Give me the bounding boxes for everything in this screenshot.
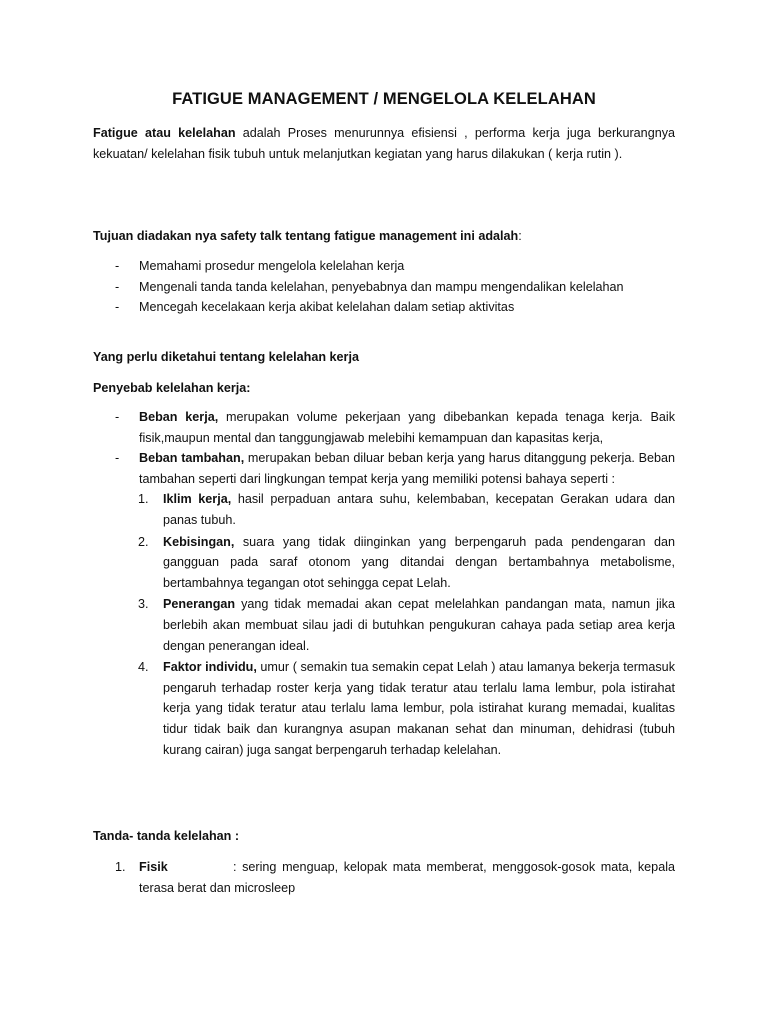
intro-term: Fatigue atau kelelahan (93, 126, 236, 140)
causes-list (93, 407, 675, 489)
causes-section (93, 407, 675, 761)
list-item: 1. Fisik : sering menguap, kelopak mata memberat, menggosok-gosok mata, kepala terasa berat dan microsleep (115, 860, 675, 895)
causes-sub-list (93, 489, 675, 760)
list-item: 1. Iklim kerja, hasil perpaduan antara suhu, kelembaban, kecepatan Gerakan udara dan panas tubuh. (138, 492, 676, 527)
signs-list (93, 857, 675, 899)
list-item: - Beban kerja, merupakan volume pekerjaan yang dibebankan kepada tenaga kerja. Baik fisik,maupun mental dan tanggungjawab melebihi kemampuan dan kapasitas kerja, (93, 407, 675, 448)
list-item: - Memahami prosedur mengelola kelelahan kerja (93, 256, 675, 277)
list-item: - Mengenali tanda tanda kelelahan, penyebabnya dan mampu mengendalikan kelelahan (93, 277, 675, 298)
list-item: - Beban tambahan, merupakan beban diluar beban kerja yang harus ditanggung pekerja. Beban tambahan seperti dari lingkungan tempat kerja yang memiliki potensi bahaya seperti : (93, 448, 675, 489)
page-title: FATIGUE MANAGEMENT / MENGELOLA KELELAHAN (172, 90, 596, 108)
causes-heading: Penyebab kelelahan kerja: (93, 381, 251, 395)
intro-text: adalah Proses menurunnya efisiensi , performa kerja juga berkurangnya kekuatan/ kelelahan fisik tubuh untuk melanjutkan kegiatan yang harus dilakukan ( kerja rutin ). (93, 126, 675, 161)
list-item: 2. Kebisingan, suara yang tidak diinginkan yang berpengaruh pada pendengaran dan gangguan pada saraf otonom yang ditandai dengan bertambahnya metabolisme, bertambahnya tegangan otot sehingga cepat Lelah. (138, 534, 675, 590)
intro-paragraph (93, 123, 675, 164)
purpose-heading: Tujuan diadakan nya safety talk tentang fatigue management ini adalah: (93, 229, 522, 243)
list-item: 4. Faktor individu, umur ( semakin tua semakin cepat Lelah ) atau lamanya bekerja termasuk pengaruh terhadap roster kerja yang tidak teratur atau terlalu lama lembur, pola istirahat kerja yang tidak teratur atau terlalu lama lembur, pola istirahat kurang memadai, kualitas tidur tidak baik dan kurangnya asupan makanan sehat dan minuman, dehidrasi (tubuh kurang cairan) juga sangat berpengaruh terhadap kelelahan. (138, 660, 675, 757)
know-heading: Yang perlu diketahui tentang kelelahan kerja (93, 350, 359, 364)
list-item: - Mencegah kecelakaan kerja akibat kelelahan dalam setiap aktivitas (93, 297, 675, 318)
list-item: 3. Penerangan yang tidak memadai akan cepat melelahkan pandangan mata, namun jika berlebih akan membuat silau jadi di butuhkan pengukuran cahaya pada setiap area kerja dengan penerangan ideal. (138, 597, 675, 653)
signs-heading: Tanda- tanda kelelahan : (93, 829, 240, 843)
purpose-list (93, 256, 675, 318)
